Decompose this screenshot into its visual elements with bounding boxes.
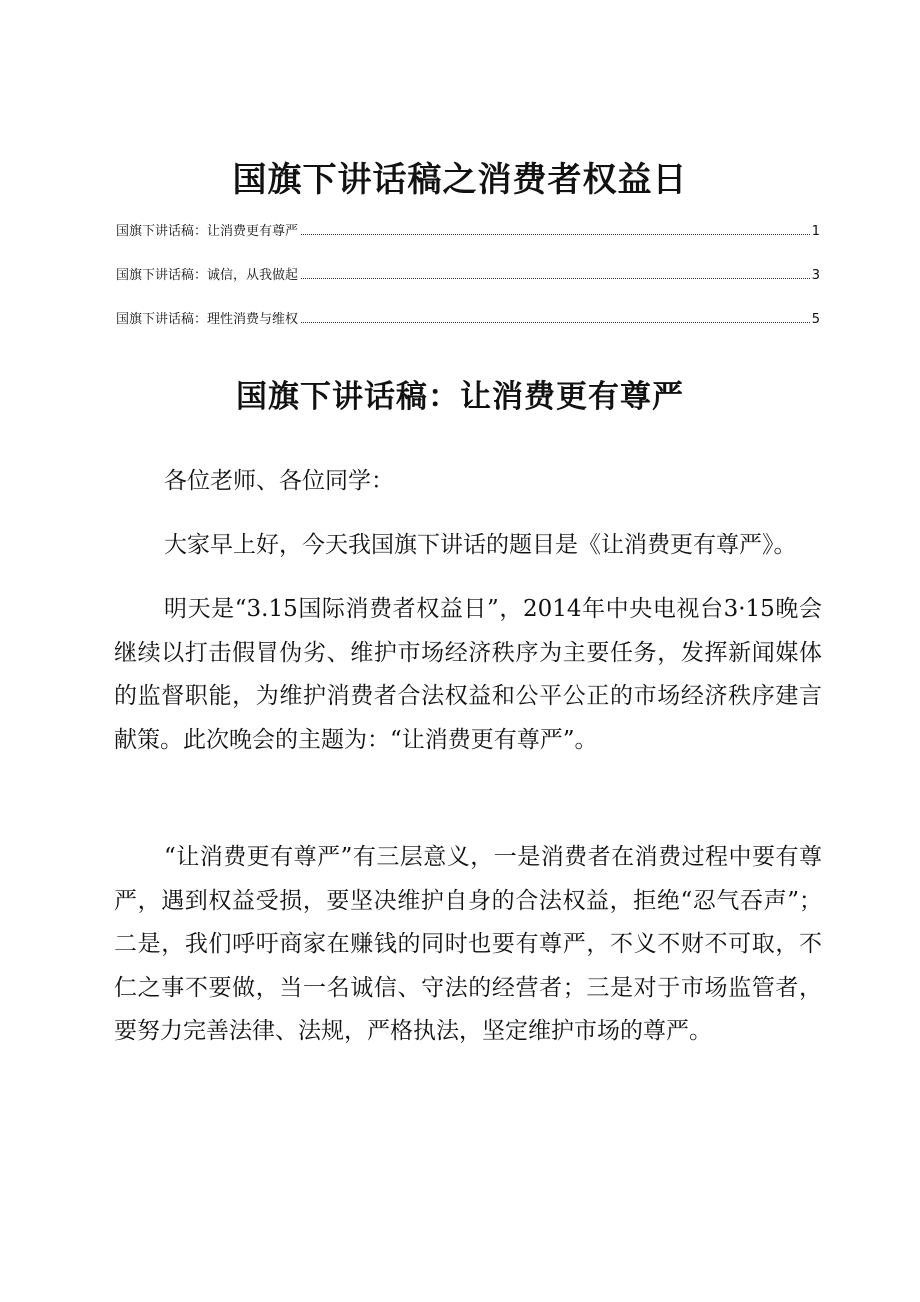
toc-dot-leader bbox=[301, 233, 810, 235]
meaning-paragraph: “让消费更有尊严”有三层意义，一是消费者在消费过程中要有尊严，遇到权益受损，要坚决维护自身的合法权益，拒绝“忍气吞声”；二是，我们呼吁商家在赚钱的同时也要有尊严，不义不财不可取，不仁之事不要做，当一名诚信、守法的经营者；三是对于市场监管者，要努力完善法律、法规，严格执法，坚定维护市场的尊严。 bbox=[114, 844, 822, 1044]
table-of-contents bbox=[116, 220, 820, 352]
toc-page-number: 3 bbox=[811, 268, 820, 283]
toc-dot-leader bbox=[301, 321, 810, 323]
context-paragraph: 明天是“3.15国际消费者权益日”，2014年中央电视台3·15晚会继续以打击假冒伪劣、维护市场经济秩序为主要任务，发挥新闻媒体的监督职能，为维护消费者合法权益和公平公正的市场经济秩序建言献策。此次晚会的主题为：“让消费更有尊严”。 bbox=[114, 596, 822, 753]
document-title: 国旗下讲话稿之消费者权益日 bbox=[232, 160, 688, 200]
greeting-paragraph: 各位老师、各位同学： bbox=[164, 468, 394, 494]
toc-page-number: 5 bbox=[811, 312, 820, 327]
toc-entry-text: 国旗下讲话稿：诚信，从我做起 bbox=[116, 268, 299, 283]
toc-entry-text: 国旗下讲话稿：让消费更有尊严 bbox=[116, 224, 299, 239]
toc-page-number: 1 bbox=[811, 224, 820, 239]
toc-dot-leader bbox=[301, 277, 810, 279]
toc-entry-text: 国旗下讲话稿：理性消费与维权 bbox=[116, 312, 299, 327]
section-title: 国旗下讲话稿：让消费更有尊严 bbox=[236, 379, 684, 415]
toc-entry[interactable] bbox=[116, 264, 820, 308]
toc-entry[interactable] bbox=[116, 308, 820, 352]
intro-paragraph: 大家早上好，今天我国旗下讲话的题目是《让消费更有尊严》。 bbox=[164, 532, 797, 558]
toc-entry[interactable] bbox=[116, 220, 820, 264]
